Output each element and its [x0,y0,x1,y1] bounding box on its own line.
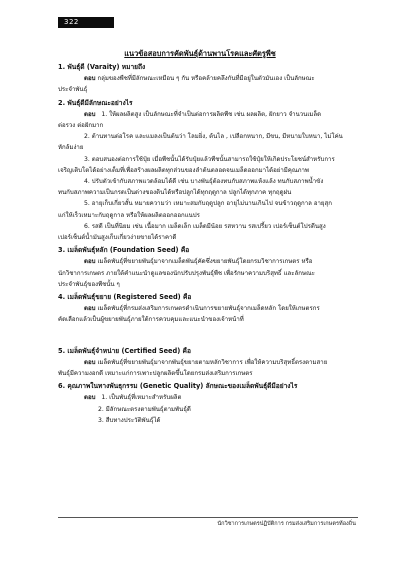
item-text: 1. เป็นพันธุ์ที่เหมาะสำหรับผลิต [101,394,182,402]
question-2-item-3: 3. ตอบสนองต่อการใช้ปุ๋ย เมื่อพืชนั้นได้รับปุ๋ยแล้วพืชนั้นสามารถใช้ปุ๋ยให้เกิดประโยชน์สำหรับการ [84,155,335,163]
question-2-item-4-cont: ทนกับสภาพความเป็นกรดเป็นด่างของดินได้หรือปลูกได้ทุกฤดูกาล ปลูกได้ทุกภาค ทุกฤดูฝน [58,189,292,197]
answer-label: ตอบ [84,394,96,402]
question-6-item-2: 2. มีลักษณะตรงตามพันธุ์ตามพันธุ์ดี [98,405,191,413]
page-title: แนวข้อสอบการคัดพันธุ์ด้านพานโรคและศัตรูพืช [124,49,276,58]
document-body [58,60,358,426]
question-2-item-6: 6. รสดี เป็นที่นิยม เช่น เนื้อมาก เมล็ดเล็ก เมล็ดมีน้อย รสหวาน รสเปรี้ยว เปอร์เซ็นต์โปรตีนสูง [84,222,326,230]
answer-label: ตอบ [84,110,96,118]
answer-label: ตอบ [84,358,96,366]
question-2-heading: 2. พันธุ์ดีมีลักษณะอย่างไร [58,98,133,107]
question-1-heading: 1. พันธุ์ดี (Varaity) หมายถึง [58,63,146,71]
question-2-item-2: 2. ต้านทานต่อโรค และแมลงเป็นต้นว่า โลมยิ่ง, ต้นไล , เปลือกหนาก, มีขน, มีหนามใบหนา, ไม่โค่น [84,133,343,141]
answer-text: กลุ่มของพืชที่มีลักษณะเหมือน ๆ กัน หรือคล้ายคลึงกันที่มีอยู่ในตัวมันเอง เป็นลักษณะ [97,75,315,83]
question-6-items [58,392,358,426]
section-gap [58,326,358,344]
answer-text: เมล็ดพันธุ์ที่ขยายพันธุ์มาจากเมล็ดพันธุ์คัดซึ่งขยายพันธุ์โดยกรมวิชาการเกษตร หรือ [97,258,313,266]
footer-divider [58,517,358,518]
question-1-answer-cont: ประจำพันธุ์ [58,86,88,94]
question-3-heading: 3. เมล็ดพันธุ์หลัก (Foundation Seed) คือ [58,246,190,255]
answer-text: เมล็ดพันธุ์ที่ขยายพันธุ์มาจากพันธุ์ขยายตามหลักวิชาการ เพื่อให้ความบริสุทธิ์ตรงตามสาย [97,358,328,366]
question-2-item-2-cont: หักล้มง่าย [58,144,84,152]
answer-text: เมล็ดพันธุ์ที่กรมส่งเสริมการเกษตรดำเนินการขยายพันธุ์จากเมล็ดหลัก โดยให้เกษตรกร [97,305,320,313]
question-5-answer [58,357,358,368]
question-6-item-3: 3. สืบทางประวัติพันธุ์ได้ [98,416,161,424]
question-3-answer [58,256,358,267]
question-3-answer-cont-1: นักวิชาการเกษตร ภายใต้คำแนะนำดูแลของนักปรับปรุงพันธุ์พืช เพื่อรักษาความบริสุทธิ์ และลักษณะ [58,269,315,277]
answer-label: ตอบ [84,75,96,83]
page-number-badge: 322 [58,17,114,28]
question-6-item-1 [58,392,358,403]
question-4-answer-cont-1: คัดเลือกแล้วเป็นผู้ขยายพันธุ์ภายใต้การควบคุมและแนะนำของเจ้าหน้าที่ [58,316,244,324]
question-2-item-1 [58,109,358,120]
item-text: 1. ให้ผลผลิตสูง เป็นลักษณะที่จำเป็นต่อการผลิตพืช เช่น ผลผลิต, ฝักยาว จำนวนเมล็ด [101,110,322,118]
question-5-answer-cont-1: พันธุ์มีความงอกดี เหมาะแก่การเพาะปลูกผลิตขึ้นโดยกรมส่งเสริมการเกษตร [58,370,253,378]
question-5-heading: 5. เมล็ดพันธุ์จำหน่าย (Certified Seed) คือ [58,346,191,355]
question-3-answer-cont-2: ประจำพันธุ์ของพืชนั้น ๆ [58,280,120,288]
question-2-item-3-cont: เจริญเติบโตได้อย่างเต็มที่เพื่อสร้างผลผลิตทุกส่วนของลำต้นตลอดจนเมล็ดออกมาได้อย่ามีคุณภาพ [58,166,309,174]
page-footer: นักวิชาการเกษตรปฏิบัติการ กรมส่งเสริมการเกษตรท้องถิ่น [217,521,356,527]
answer-label: ตอบ [84,258,96,266]
question-2-item-6-cont: เปอร์เซ็นต์น้ำมันสูงเก็บเกี่ยวง่ายขายได้ราคาดี [58,234,177,242]
question-4-heading: 4. เมล็ดพันธุ์ขยาย (Registered Seed) คือ [58,293,192,302]
question-2-item-1-cont: ต่อรวง ต่อฝักมาก [58,122,104,130]
question-2-item-4: 4. ปรับตัวเข้ากับสภาพแวดล้อมได้ดี เช่น บางพันธุ์ต้องทนกับสภาพแห้งแล้ง ทนกับสภาพน้ำขัง [84,178,324,186]
answer-label: ตอบ [84,305,96,313]
question-1-answer [58,73,358,84]
question-6-heading: 6. คุณภาพในทางพันธุกรรม (Genetic Quality) ลักษณะของเมล็ดพันธุ์ดีมีอย่างไร [58,382,298,391]
question-2-item-5: 5. อายุเก็บเกี่ยวสั้น หมายความว่า เหมาะสมกับฤดูปลูก อายุไม่นานเกินไป จนข้าวฤดูกาล อายุสุก [84,200,332,208]
question-2-item-5-cont: แก่ให้เร็วเหมาะกับฤดูกาล หรือให้ผลผลิตออกออกแนปร [58,211,200,219]
question-4-answer [58,303,358,314]
